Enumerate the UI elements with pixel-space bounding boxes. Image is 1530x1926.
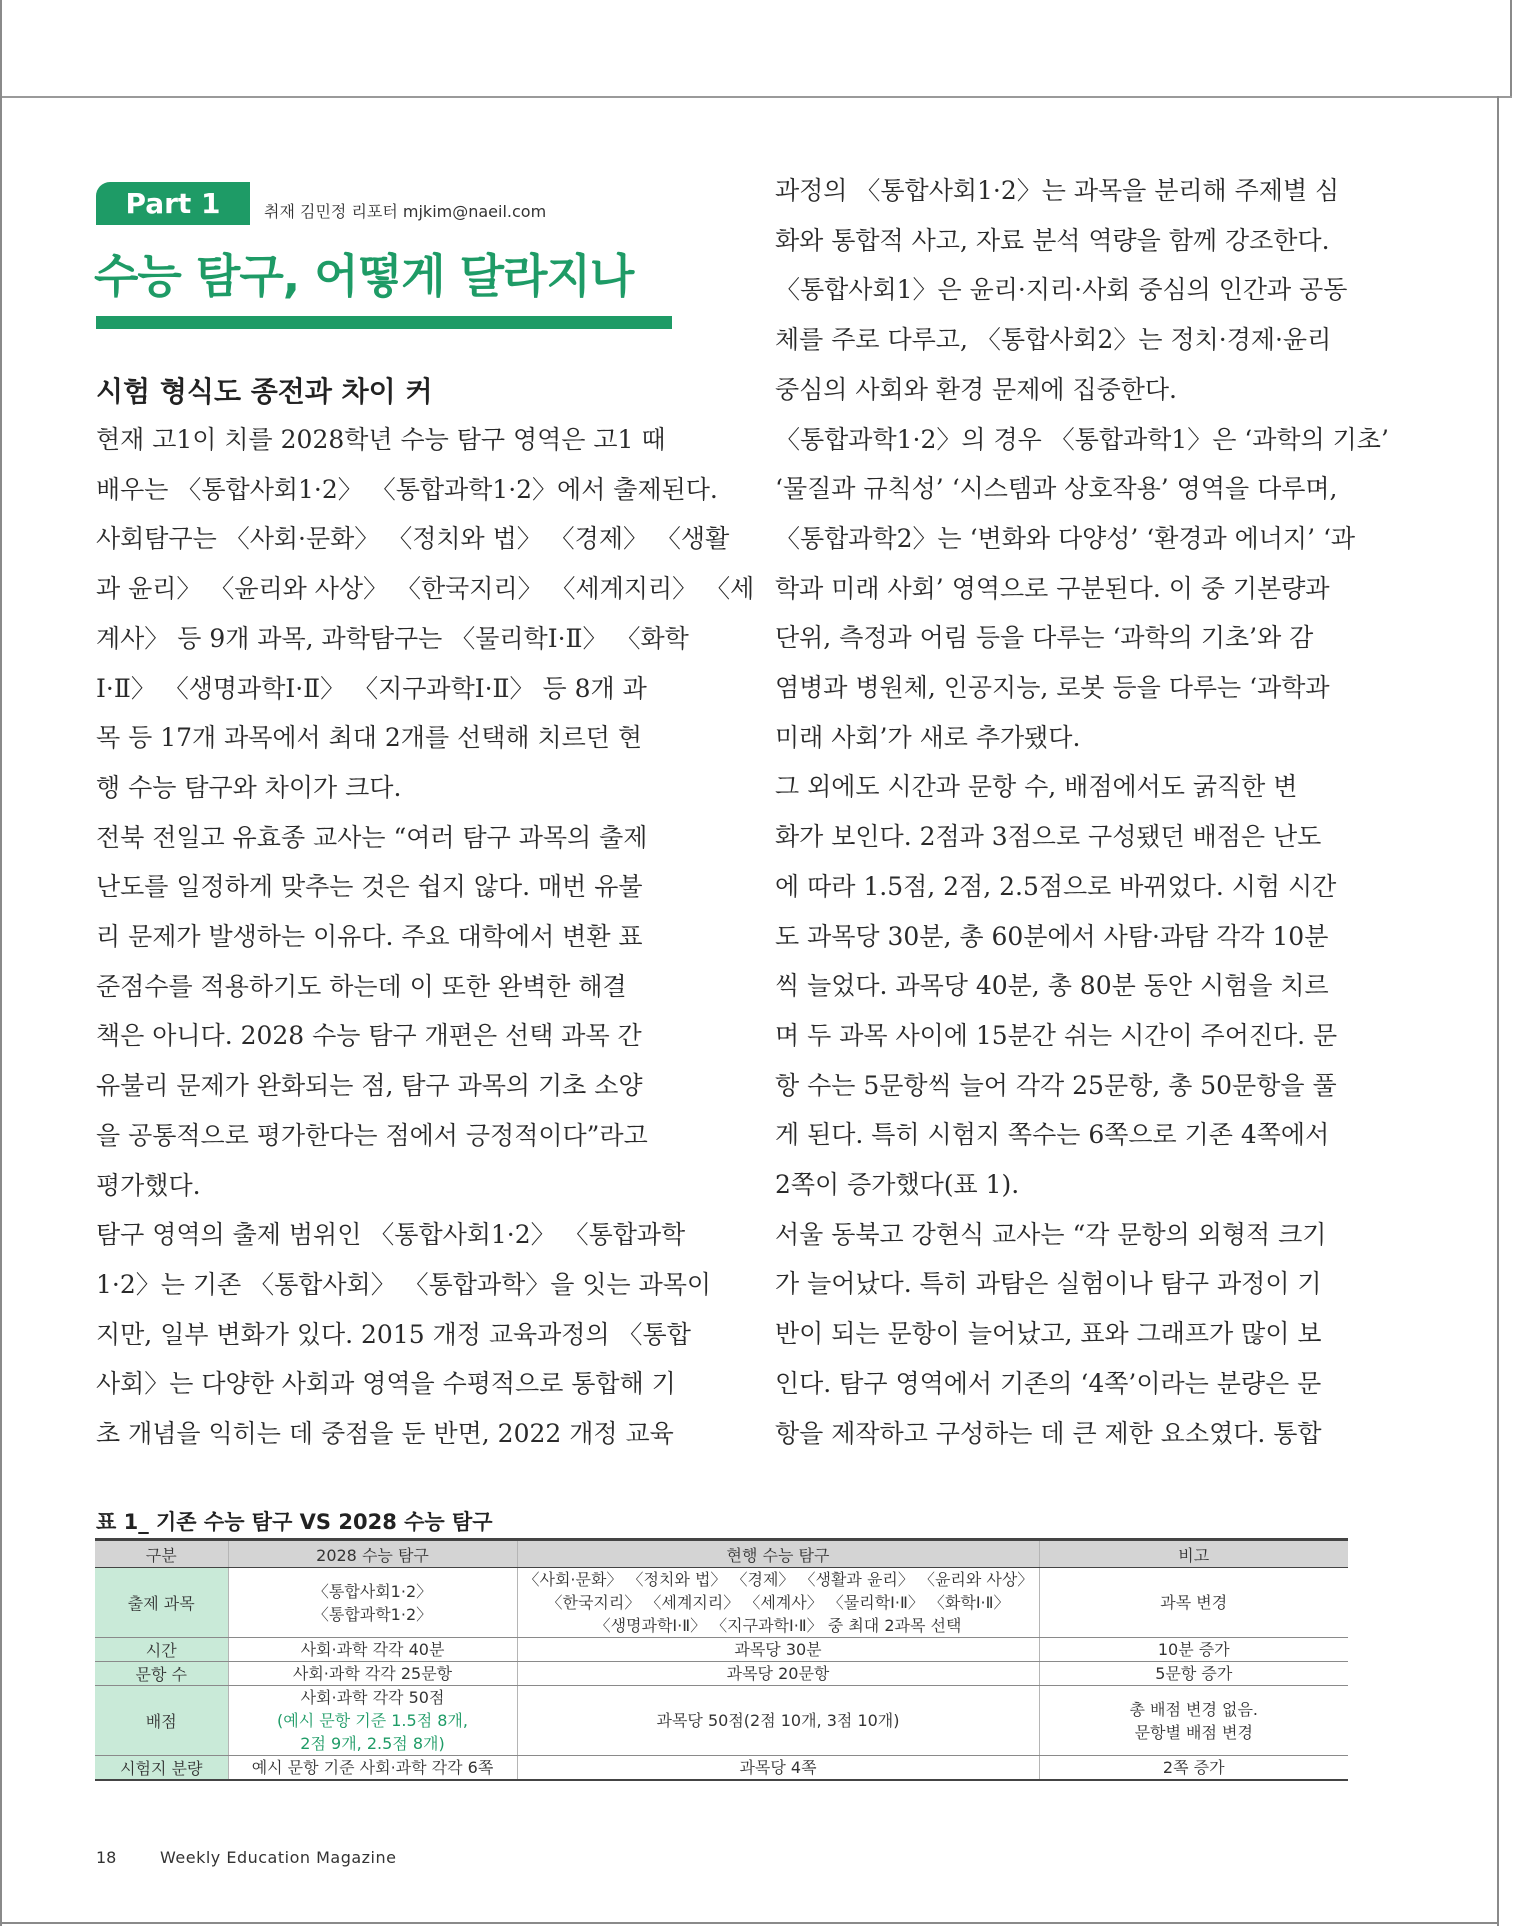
section-heading: 시험 형식도 종전과 차이 커	[96, 375, 433, 408]
table-header-cell: 2028 수능 탐구	[228, 1540, 517, 1568]
text-line: 〈통합과학2〉는 ‘변화와 다양성’ ‘환경과 에너지’ ‘과	[775, 523, 1356, 553]
page-top-frame	[0, 0, 1512, 98]
text-line: 을 공통적으로 평가한다는 점에서 긍정적이다”라고	[96, 1120, 648, 1150]
text-line: 과정의 〈통합사회1·2〉는 과목을 분리해 주제별 심	[775, 176, 1340, 205]
text-line: 목 등 17개 과목에서 최대 2개를 선택해 치르던 현	[96, 723, 642, 753]
text-line: 체를 주로 다루고, 〈통합사회2〉는 정치·경제·윤리	[775, 325, 1332, 355]
text-line: 〈통합사회1〉은 윤리·지리·사회 중심의 인간과 공동	[775, 275, 1348, 305]
cell-current	[517, 1756, 1039, 1781]
cell-line: 과목당 50점(2점 10개, 3점 10개)	[656, 1711, 900, 1730]
text-line: 난도를 일정하게 맞추는 것은 쉽지 않다. 매번 유불	[96, 872, 643, 902]
text-line: 현재 고1이 치를 2028학년 수능 탐구 영역은 고1 때	[96, 425, 666, 454]
text-line: 평가했다.	[96, 1170, 201, 1200]
part-badge: Part 1	[96, 182, 250, 225]
row-label: 문항 수	[95, 1662, 228, 1686]
cell-line: 과목 변경	[1160, 1593, 1228, 1612]
cell-line: 〈한국지리〉 〈세계지리〉 〈세계사〉 〈물리학Ⅰ·Ⅱ〉 〈화학Ⅰ·Ⅱ〉	[546, 1593, 1010, 1612]
cell-line: 10분 증가	[1157, 1640, 1230, 1659]
text-line: 유불리 문제가 완화되는 점, 탐구 과목의 기초 소양	[96, 1071, 643, 1101]
cell-note	[1039, 1568, 1348, 1638]
page-left-edge	[0, 0, 2, 1926]
cell-line: 〈사회·문화〉 〈정치와 법〉 〈경제〉 〈생활과 윤리〉 〈윤리와 사상〉	[523, 1570, 1034, 1589]
text-line: 책은 아니다. 2028 수능 탐구 개편은 선택 과목 간	[96, 1021, 642, 1051]
text-line: 학과 미래 사회’ 영역으로 구분된다. 이 중 기본량과	[775, 573, 1330, 603]
cell-line: 사회·과학 각각 50점	[300, 1688, 445, 1707]
text-line: Ⅰ·Ⅱ〉 〈생명과학Ⅰ·Ⅱ〉 〈지구과학Ⅰ·Ⅱ〉 등 8개 과	[96, 673, 647, 703]
comparison-table	[95, 1538, 1348, 1781]
cell-line: 문항별 배점 변경	[1134, 1722, 1253, 1742]
text-line: 과 윤리〉 〈윤리와 사상〉 〈한국지리〉 〈세계지리〉 〈세	[96, 574, 755, 604]
cell-line-highlight: 2점 9개, 2.5점 8개)	[300, 1734, 445, 1753]
table-caption: 표 1_ 기존 수능 탐구 VS 2028 수능 탐구	[96, 1510, 493, 1534]
cell-current	[517, 1638, 1039, 1662]
text-line: 행 수능 탐구와 차이가 크다.	[96, 772, 402, 802]
cell-line: 사회·과학 각각 25문항	[292, 1664, 453, 1683]
cell-line: 〈통합사회1·2〉	[312, 1581, 433, 1601]
cell-current	[517, 1662, 1039, 1686]
text-line: 배우는 〈통합사회1·2〉 〈통합과학1·2〉에서 출제된다.	[96, 474, 718, 504]
cell-note	[1039, 1662, 1348, 1686]
cell-2028	[228, 1662, 517, 1686]
cell-current	[517, 1686, 1039, 1756]
text-line: 화가 보인다. 2점과 3점으로 구성됐던 배점은 난도	[775, 822, 1322, 852]
table-row	[95, 1756, 1348, 1781]
text-line: 항 수는 5문항씩 늘어 각각 25문항, 총 50문항을 풀	[775, 1070, 1337, 1100]
text-line: 2쪽이 증가했다(표 1).	[775, 1170, 1020, 1200]
row-label: 출제 과목	[95, 1568, 228, 1638]
right-text-column	[775, 166, 1389, 1458]
text-line: 염병과 병원체, 인공지능, 로봇 등을 다루는 ‘과학과	[775, 673, 1330, 703]
page-title: 수능 탐구, 어떻게 달라지나	[94, 249, 634, 303]
title-underline	[96, 316, 672, 329]
byline: 취재 김민정 리포터 mjkim@naeil.com	[264, 202, 547, 221]
table-header-row	[95, 1540, 1348, 1568]
text-line: 항을 제작하고 구성하는 데 큰 제한 요소였다. 통합	[775, 1418, 1322, 1448]
text-line: 리 문제가 발생하는 이유다. 주요 대학에서 변환 표	[96, 922, 643, 952]
text-line: 탐구 영역의 출제 범위인 〈통합사회1·2〉 〈통합과학	[96, 1220, 686, 1250]
text-line: 도 과목당 30분, 총 60분에서 사탐·과탐 각각 10분	[775, 921, 1329, 951]
text-line: 중심의 사회와 환경 문제에 집중한다.	[775, 374, 1177, 404]
text-line: 씩 늘었다. 과목당 40분, 총 80분 동안 시험을 치르	[775, 971, 1329, 1001]
cell-line: 과목당 20문항	[726, 1664, 830, 1683]
text-line: 가 늘어났다. 특히 과탐은 실험이나 탐구 과정이 기	[775, 1269, 1322, 1299]
table-header-cell: 비고	[1039, 1540, 1348, 1568]
table-row	[95, 1686, 1348, 1756]
cell-2028	[228, 1756, 517, 1781]
cell-line: 2쪽 증가	[1162, 1758, 1225, 1777]
page-bottom-edge	[0, 1922, 1499, 1924]
text-line: ‘물질과 규칙성’ ‘시스템과 상호작용’ 영역을 다루며,	[775, 474, 1338, 504]
text-line: 준점수를 적용하기도 하는데 이 또한 완벽한 해결	[96, 971, 627, 1001]
row-label: 배점	[95, 1686, 228, 1756]
page-right-edge	[1497, 96, 1499, 1926]
cell-2028	[228, 1568, 517, 1638]
text-line: 에 따라 1.5점, 2점, 2.5점으로 바뀌었다. 시험 시간	[775, 871, 1337, 901]
text-line: 게 된다. 특히 시험지 쪽수는 6쪽으로 기존 4쪽에서	[775, 1120, 1330, 1150]
text-line: 미래 사회’가 새로 추가됐다.	[775, 722, 1081, 752]
text-line: 지만, 일부 변화가 있다. 2015 개정 교육과정의 〈통합	[96, 1319, 691, 1349]
table-row	[95, 1662, 1348, 1686]
text-line: 초 개념을 익히는 데 중점을 둔 반면, 2022 개정 교육	[96, 1419, 674, 1449]
cell-current	[517, 1568, 1039, 1638]
text-line: 며 두 과목 사이에 15분간 쉬는 시간이 주어진다. 문	[775, 1020, 1338, 1050]
cell-2028	[228, 1686, 517, 1756]
text-line: 화와 통합적 사고, 자료 분석 역량을 함께 강조한다.	[775, 225, 1330, 255]
cell-line: 사회·과학 각각 40분	[300, 1640, 445, 1659]
text-line: 〈통합과학1·2〉의 경우 〈통합과학1〉은 ‘과학의 기초’	[775, 424, 1389, 454]
page-right-edge-top	[1510, 0, 1512, 96]
cell-note	[1039, 1756, 1348, 1781]
left-text-column	[96, 415, 755, 1459]
cell-line: 과목당 4쪽	[739, 1758, 817, 1777]
cell-line: 예시 문항 기준 사회·과학 각각 6쪽	[251, 1758, 494, 1777]
row-label: 시험지 분량	[95, 1756, 228, 1781]
text-line: 반이 되는 문항이 늘어났고, 표와 그래프가 많이 보	[775, 1319, 1322, 1349]
cell-line: 〈통합과학1·2〉	[312, 1604, 433, 1624]
cell-line: 5문항 증가	[1155, 1664, 1233, 1683]
cell-line-highlight: (예시 문항 기준 1.5점 8개,	[277, 1711, 468, 1730]
cell-2028	[228, 1638, 517, 1662]
cell-line: 〈생명과학Ⅰ·Ⅱ〉 〈지구과학Ⅰ·Ⅱ〉 중 최대 2과목 선택	[594, 1616, 962, 1635]
cell-line: 과목당 30분	[734, 1640, 822, 1659]
text-line: 사회〉는 다양한 사회과 영역을 수평적으로 통합해 기	[96, 1369, 676, 1399]
text-line: 사회탐구는 〈사회·문화〉 〈정치와 법〉 〈경제〉 〈생활	[96, 524, 730, 554]
table-header-cell: 구분	[95, 1540, 228, 1568]
text-line: 서울 동북고 강현식 교사는 “각 문항의 외형적 크기	[775, 1219, 1327, 1249]
text-line: 인다. 탐구 영역에서 기존의 ‘4쪽’이라는 분량은 문	[775, 1368, 1322, 1398]
text-line: 계사〉 등 9개 과목, 과학탐구는 〈물리학Ⅰ·Ⅱ〉 〈화학	[96, 623, 689, 653]
text-line: 그 외에도 시간과 문항 수, 배점에서도 굵직한 변	[775, 772, 1298, 802]
table-header-cell: 현행 수능 탐구	[517, 1540, 1039, 1568]
cell-line: 총 배점 변경 없음.	[1129, 1699, 1259, 1719]
text-line: 1·2〉는 기존 〈통합사회〉 〈통합과학〉을 잇는 과목이	[96, 1269, 712, 1299]
cell-note	[1039, 1686, 1348, 1756]
page-number: 18	[96, 1848, 117, 1867]
text-line: 단위, 측정과 어림 등을 다루는 ‘과학의 기초’와 감	[775, 623, 1314, 653]
magazine-name: Weekly Education Magazine	[160, 1848, 397, 1867]
table-row	[95, 1568, 1348, 1638]
row-label: 시간	[95, 1638, 228, 1662]
cell-note	[1039, 1638, 1348, 1662]
text-line: 전북 전일고 유효종 교사는 “여러 탐구 과목의 출제	[96, 822, 648, 852]
table-row	[95, 1638, 1348, 1662]
